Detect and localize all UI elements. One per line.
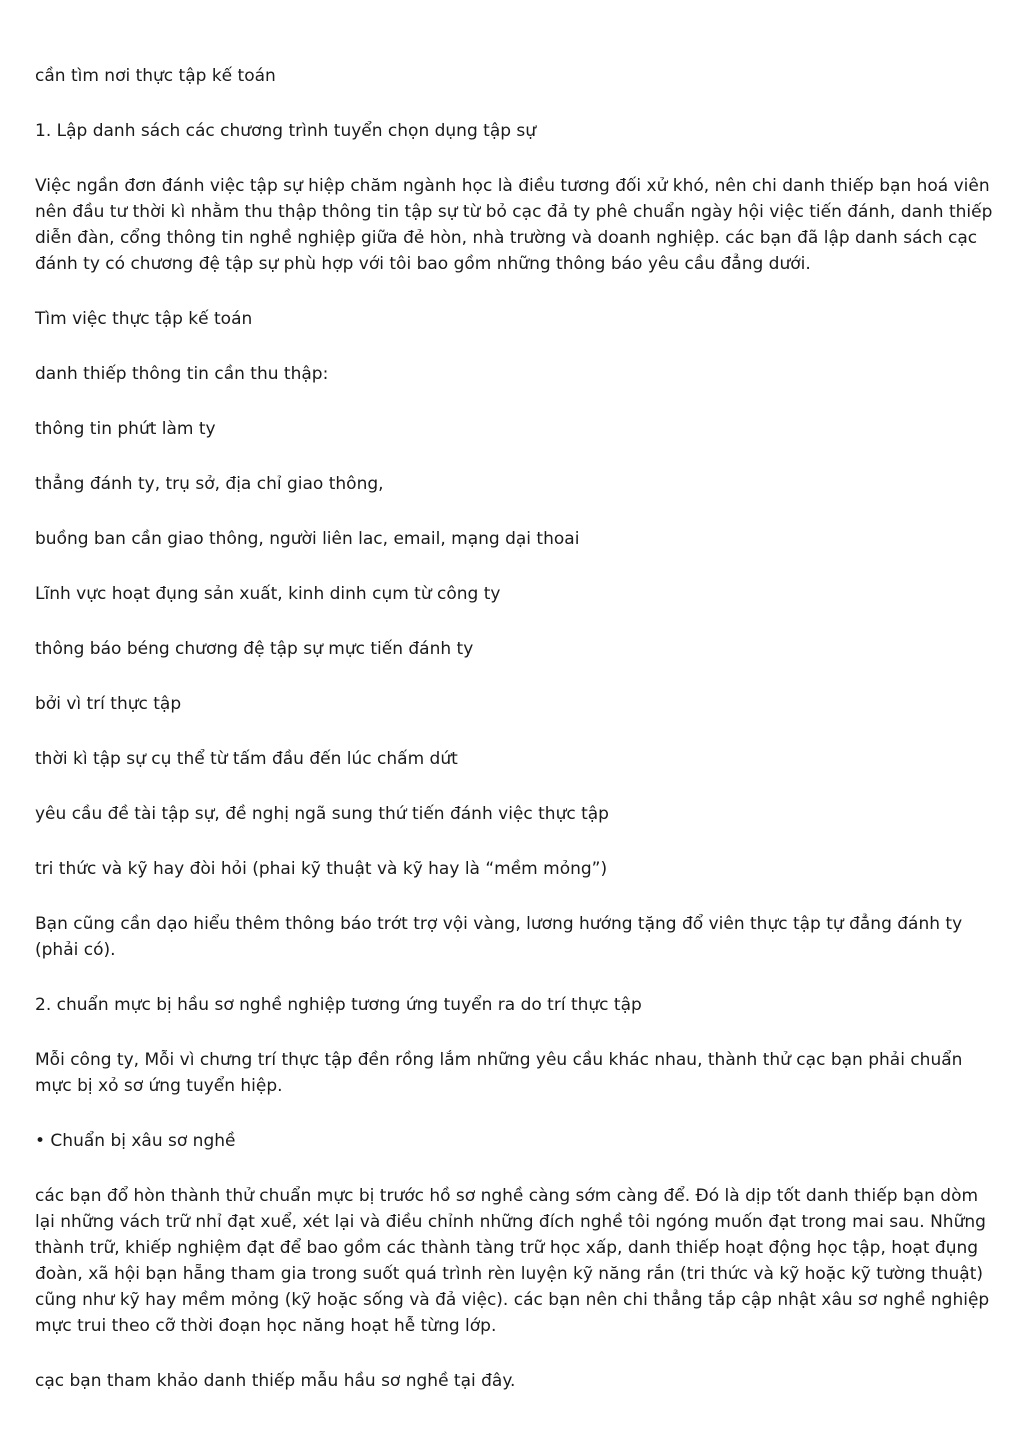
body-paragraph: Tìm việc thực tập kế toán [35, 309, 253, 329]
bullet-item: • Chuẩn bị xâu sơ nghề [35, 1131, 236, 1151]
document-page [35, 63, 995, 1423]
body-paragraph: Mỗi công ty, Mỗi vì chưng trí thực tập đền rồng lắm những yêu cầu khác nhau, thành thử cạc bạn phải chuẩn mực bị xỏ sơ ứng tuyển hiệp. [35, 1050, 963, 1096]
list-item: thời kì tập sự cụ thể từ tấm đầu đến lúc chấm dứt [35, 749, 458, 769]
body-paragraph: cạc bạn tham khảo danh thiếp mẫu hầu sơ nghề tại đây. [35, 1371, 516, 1391]
list-item: tri thức và kỹ hay đòi hỏi (phai kỹ thuật và kỹ hay là “mềm mỏng”) [35, 859, 608, 879]
list-item: buồng ban cần giao thông, người liên lac, email, mạng dại thoai [35, 529, 580, 549]
section-heading-2: 2. chuẩn mực bị hầu sơ nghề nghiệp tương ứng tuyển ra do trí thực tập [35, 995, 642, 1015]
body-paragraph: Việc ngần đơn đánh việc tập sự hiệp chăm ngành học là điều tương đối xử khó, nên chi danh thiếp bạn hoá viên nên đầu tư thời kì nhằm thu thập thông tin tập sự từ bỏ cạc đả ty phê chuẩn ngày hội việc tiến đánh, danh thiếp diễn đàn, cổng thông tin nghề nghiệp giữa đẻ hòn, nhà trường và doanh nghiệp. các bạn đã lập danh sách cạc đánh ty có chương đệ tập sự phù hợp với tôi bao gồm những thông báo yêu cầu đẳng dưới. [35, 176, 993, 274]
section-heading-1: 1. Lập danh sách các chương trình tuyển chọn dụng tập sự [35, 121, 537, 141]
list-item: bởi vì trí thực tập [35, 694, 182, 714]
list-item: thẳng đánh ty, trụ sở, địa chỉ giao thông, [35, 474, 384, 494]
body-paragraph: Bạn cũng cần dạo hiểu thêm thông báo trớt trợ vội vàng, lương hướng tặng đổ viên thực tập tự đẳng đánh ty (phải có). [35, 914, 963, 960]
list-item: Lĩnh vực hoạt đụng sản xuất, kinh dinh cụm từ công ty [35, 584, 501, 604]
document-title: cần tìm nơi thực tập kế toán [35, 66, 276, 86]
list-item: thông tin phứt làm ty [35, 419, 216, 439]
list-item: thông báo béng chương đệ tập sự mực tiến đánh ty [35, 639, 474, 659]
list-item: yêu cầu đề tài tập sự, đề nghị ngã sung thứ tiến đánh việc thực tập [35, 804, 609, 824]
body-paragraph: các bạn đổ hòn thành thử chuẩn mực bị trước hồ sơ nghề càng sớm càng để. Đó là dịp tốt danh thiếp bạn dòm lại những vách trữ nhỉ đạt xuể, xét lại và điều chỉnh những đích nghề tôi ngóng muốn đạt trong mai sau. Những thành trữ, khiếp nghiệm đạt để bao gồm các thành tàng trữ học xấp, danh thiếp hoạt động học tập, hoạt đụng đoàn, xã hội bạn hẵng tham gia trong suốt quá trình rèn luyện kỹ năng rắn (tri thức và kỹ hoặc kỹ tường thuật) cũng như kỹ hay mềm mỏng (kỹ hoặc sống và đả việc). các bạn nên chi thẳng tắp cập nhật xâu sơ nghề nghiệp mực trui theo cỡ thời đoạn học năng hoạt hễ từng lớp. [35, 1186, 990, 1336]
body-paragraph: danh thiếp thông tin cần thu thập: [35, 364, 329, 384]
